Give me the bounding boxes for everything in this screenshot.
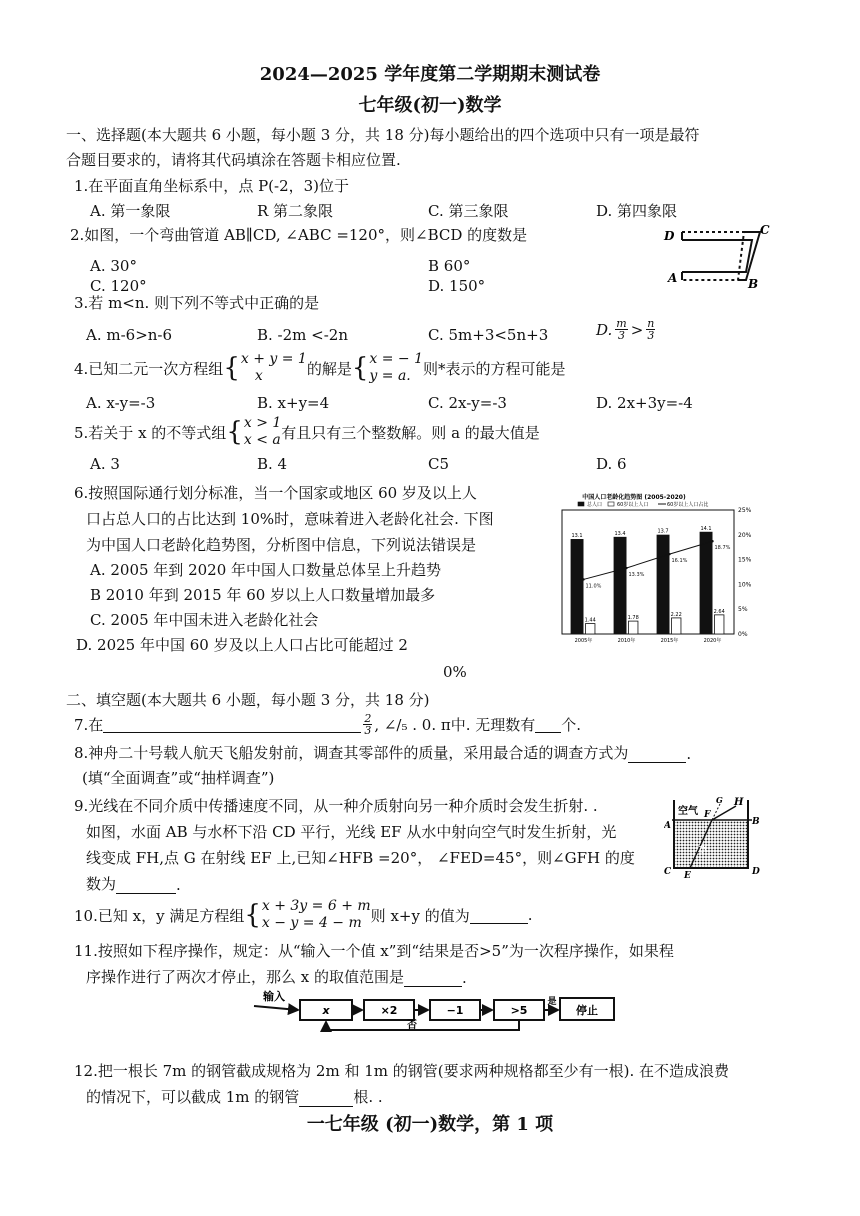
q6-option-d-wrap: 0% (443, 663, 467, 681)
bar-elderly-label-2: 2.22 (670, 611, 682, 618)
q5-suffix: 有且只有三个整数解。则 a 的最大值是 (281, 423, 540, 442)
q7-rest: , ∠/₅ . 0. π中. 无理数有 (374, 716, 536, 734)
pipe-label-b: B (748, 277, 759, 291)
q9-line4-suffix: . (176, 876, 181, 894)
category-label-2: 2015年 (660, 638, 679, 644)
legend-swatch-0 (578, 502, 584, 506)
legend-label-2: 60岁以上人口占比 (667, 502, 709, 508)
right-axis-tick-4: 5% (738, 606, 748, 614)
q11-line2-text: 序操作进行了两次才停止，那么 x 的取值范围是 (86, 968, 404, 986)
q8-blank[interactable] (628, 746, 686, 763)
q5-prefix: 5.若关于 x 的不等式组 (74, 423, 227, 442)
q4-sys1-line2: x (254, 368, 263, 384)
q11-line1: 11.按照如下程序操作，规定：从“输入一个值 x”到“结果是否>5”为一次程序操作，如果程 (74, 942, 674, 960)
q7-frac-num: 2 (364, 712, 372, 725)
bar-elderly-3 (715, 615, 724, 634)
q8-line2: (填“全面调查”或“抽样调查”) (82, 769, 275, 787)
bar-elderly-label-1: 1.78 (627, 615, 639, 622)
q5-system: { x > 1 x < a (226, 415, 282, 448)
q12-line2 (86, 1086, 383, 1107)
q2-option-b: B 60° (428, 257, 471, 275)
q10-sys-line2: x − y = 4 − m (261, 915, 362, 931)
q5-option-d: D. 6 (596, 455, 627, 473)
q10-sys-line1: x + 3y = 6 + m (261, 898, 371, 914)
q6-line3: 为中国人口老龄化趋势图，分析图中信息，下列说法错误是 (86, 536, 477, 554)
q1-option-a: A. 第一象限 (90, 202, 171, 220)
q7-frac (363, 713, 372, 736)
bar-total-2 (657, 535, 670, 634)
q3-stem: 3.若 m<n. 则下列不等式中正确的是 (74, 294, 320, 312)
flow-box-gt5-label: >5 (510, 1004, 528, 1017)
q3-frac-m3 (615, 318, 627, 341)
q6-option-b: B 2010 年到 2015 年 60 岁以上人口数量增加最多 (90, 586, 436, 604)
flow-input-label: 输入 (263, 990, 285, 1003)
right-axis-tick-0: 25% (738, 507, 752, 514)
q7-frac-den: 3 (364, 724, 372, 737)
q1-option-b: R 第二象限 (257, 202, 334, 220)
bar-elderly-1 (629, 621, 638, 634)
chart-title: 中国人口老龄化趋势图 (2005-2020) (582, 494, 686, 501)
q9-blank[interactable] (116, 877, 176, 894)
q6-line1: 6.按照国际通行划分标准，当一个国家或地区 60 岁及以上人 (74, 484, 477, 502)
q1-stem: 1.在平面直角坐标系中，点 P(-2，3)位于 (74, 177, 350, 195)
bar-total-label-1: 13.4 (614, 530, 626, 537)
page-title: 2024—2025 学年度第二学期期末测试卷 (259, 64, 601, 85)
label-water: 水 (698, 844, 708, 855)
right-axis-tick-1: 20% (738, 531, 752, 539)
ratio-label-1: 13.3% (628, 572, 645, 579)
q5-option-c: C5 (428, 455, 450, 473)
q2-option-a: A. 30° (90, 257, 137, 275)
q6-line2: 口占总人口的占比达到 10%时，意味着进入老龄化社会. 下图 (86, 510, 494, 528)
flow-no-label: 否 (407, 1020, 417, 1031)
label-h: H (734, 797, 744, 808)
legend-label-0: 总人口 (587, 502, 603, 508)
q6-option-d: D. 2025 年中国 60 岁及以上人口占比可能超过 2 (76, 636, 408, 654)
q1-option-d: D. 第四象限 (596, 202, 678, 220)
q10-prefix: 10.已知 x，y 满足方程组 (74, 906, 245, 925)
q3-option-a: A. m-6>n-6 (86, 326, 173, 344)
ratio-label-0: 11.0% (585, 583, 602, 590)
q9-line4 (86, 873, 181, 894)
refraction-figure (664, 794, 764, 878)
q1-option-c: C. 第三象限 (428, 202, 509, 220)
q5-sys-line2: x < a (243, 432, 281, 448)
bar-total-0 (571, 539, 584, 634)
q9-line1: 9.光线在不同介质中传播速度不同，从一种介质射向另一种介质时会发生折射. . (74, 797, 598, 815)
label-c: C (664, 867, 672, 877)
q4-sys2-line1: x = − 1 (369, 351, 424, 367)
q4-system2: { x = − 1 y = a. (351, 351, 424, 384)
right-axis-tick-3: 10% (738, 581, 752, 589)
pipe-label-a: A (668, 271, 678, 285)
q3-option-c: C. 5m+3<5n+3 (428, 326, 549, 344)
chart-legend (578, 501, 708, 508)
category-label-3: 2020年 (703, 638, 722, 644)
q10-suffix: 则 x+y 的值为 (370, 906, 470, 925)
bar-elderly-0 (586, 624, 595, 634)
q9-line2: 如图，水面 AB 与水杯下沿 CD 平行，光线 EF 从水中射向空气时发生折射，光 (86, 823, 617, 841)
q4-stem (74, 351, 566, 385)
q10-blank[interactable] (470, 907, 528, 924)
q7-blank-1[interactable] (103, 716, 361, 733)
q3-frac-m-den: 3 (617, 329, 625, 342)
q2-option-c: C. 120° (90, 277, 147, 295)
category-label-0: 2005年 (574, 638, 593, 644)
q3-frac-n3 (646, 318, 655, 341)
label-b: B (752, 817, 760, 827)
label-air: 空气 (678, 806, 698, 817)
q12-line2-prefix: 的情况下，可以截成 1m 的钢管 (86, 1088, 300, 1106)
legend-label-1: 60岁以上人口 (617, 502, 649, 508)
q10-system: { x + 3y = 6 + m x − y = 4 − m (244, 898, 371, 931)
flow-box-x-label: x (322, 1004, 330, 1017)
program-flowchart (252, 986, 618, 1036)
q5-option-b: B. 4 (257, 455, 288, 473)
q4-prefix: 4.已知二元一次方程组 (74, 359, 224, 378)
q4-sys1-line1: x + y = 1 (240, 351, 307, 367)
flow-box-minus1-label: −1 (446, 1004, 464, 1017)
section1-intro-line1: 一、选择题(本大题共 6 小题，每小题 3 分，共 18 分)每小题给出的四个选项中只有一项是最符 (66, 126, 700, 144)
q7-stem (74, 713, 581, 736)
q7-prefix: 7.在 (74, 716, 104, 734)
q4-option-c: C. 2x-y=-3 (428, 394, 507, 412)
q8-line1-end: . (686, 745, 692, 763)
bar-total-1 (614, 537, 627, 634)
q5-option-a: A. 3 (90, 455, 120, 473)
q3-option-d (596, 318, 655, 341)
q4-system1: { x + y = 1 x (223, 351, 307, 384)
right-axis-tick-5: 0% (738, 631, 748, 638)
q4-option-a: A. x-y=-3 (86, 394, 156, 412)
q4-option-d: D. 2x+3y=-4 (596, 394, 693, 412)
q7-blank-2[interactable] (535, 716, 561, 733)
q4-suffix: 则*表示的方程可能是 (423, 359, 566, 378)
q11-blank[interactable] (404, 970, 462, 987)
q4-sys2-line2: y = a. (369, 368, 411, 384)
label-g: G (716, 795, 723, 805)
section1-intro-line2: 合题目要求的，请将其代码填涂在答题卡相应位置. (66, 151, 401, 169)
q11-line2-end: . (462, 969, 467, 987)
bar-total-3 (700, 532, 713, 634)
page-footer: 一七年级 (初一)数学，第 1 项 (306, 1114, 554, 1135)
aging-trend-chart (548, 490, 764, 646)
right-axis-tick-2: 15% (738, 556, 752, 564)
bar-elderly-label-3: 2.64 (713, 608, 725, 615)
q3-option-d-prefix: D. (596, 320, 613, 339)
bar-total-label-2: 13.7 (657, 528, 669, 535)
bar-elderly-label-0: 1.44 (584, 617, 596, 624)
q3-option-d-rel: > (630, 320, 644, 339)
q2-stem: 2.如图，一个弯曲管道 AB∥CD, ∠ABC =120°，则∠BCD 的度数是 (70, 226, 528, 244)
q3-frac-n-den: 3 (647, 329, 655, 342)
q5-stem (74, 415, 540, 449)
q12-line1: 12.把一根长 7m 的钢管截成规格为 2m 和 1m 的钢管(要求两种规格都至少有一根). 在不造成浪费 (74, 1062, 730, 1080)
ratio-label-2: 16.1% (671, 558, 688, 565)
page-subtitle: 七年级(初一)数学 (358, 95, 502, 116)
ratio-line (584, 541, 713, 579)
q4-mid: 的解是 (306, 359, 352, 378)
legend-swatch-1 (608, 502, 614, 506)
label-d: D (752, 867, 760, 877)
pipe-figure (660, 222, 780, 294)
bar-elderly-2 (672, 618, 681, 634)
q12-line2-suffix: 根. . (353, 1088, 383, 1106)
q10-end: . (527, 906, 533, 924)
q6-option-c: C. 2005 年中国未进入老龄化社会 (90, 611, 319, 629)
q9-line3: 线变成 FH,点 G 在射线 EF 上,已知∠HFB =20°， ∠FED=45°，则∠GFH 的度 (86, 849, 635, 867)
q6-option-a: A. 2005 年到 2020 年中国人口数量总体呈上升趋势 (90, 561, 442, 579)
q9-line4-prefix: 数为 (86, 875, 117, 893)
q8-line1 (74, 742, 691, 763)
category-label-1: 2010年 (617, 638, 636, 644)
bar-total-label-0: 13.1 (571, 533, 583, 540)
q3-frac-m-num: m (616, 317, 627, 330)
q4-option-b: B. x+y=4 (257, 394, 330, 412)
q5-sys-line1: x > 1 (243, 415, 282, 431)
label-e: E (684, 871, 691, 878)
q2-option-d: D. 150° (428, 277, 486, 295)
label-a: A (664, 821, 671, 831)
q12-blank[interactable] (299, 1090, 353, 1107)
q8-line1-text: 8.神舟二十号载人航天飞船发射前，调查其零部件的质量，采用最合适的调查方式为 (74, 744, 629, 762)
section2-intro: 二、填空题(本大题共 6 小题，每小题 3 分，共 18 分) (66, 691, 430, 709)
q7-suffix: 个. (561, 716, 582, 734)
ratio-label-3: 18.7% (714, 545, 731, 552)
q11-line2 (86, 966, 467, 987)
bar-total-label-3: 14.1 (700, 525, 712, 532)
q10-stem (74, 898, 533, 932)
pipe-label-d: D (664, 229, 675, 243)
pipe-label-c: C (760, 223, 770, 237)
label-f: F (704, 810, 711, 820)
q3-option-b: B. -2m <-2n (257, 326, 349, 344)
flow-yes-label: 是 (547, 997, 557, 1007)
flow-stop-label: 停止 (576, 1004, 598, 1017)
q3-frac-n-num: n (647, 317, 655, 330)
flow-box-times2-label: ×2 (380, 1004, 398, 1017)
